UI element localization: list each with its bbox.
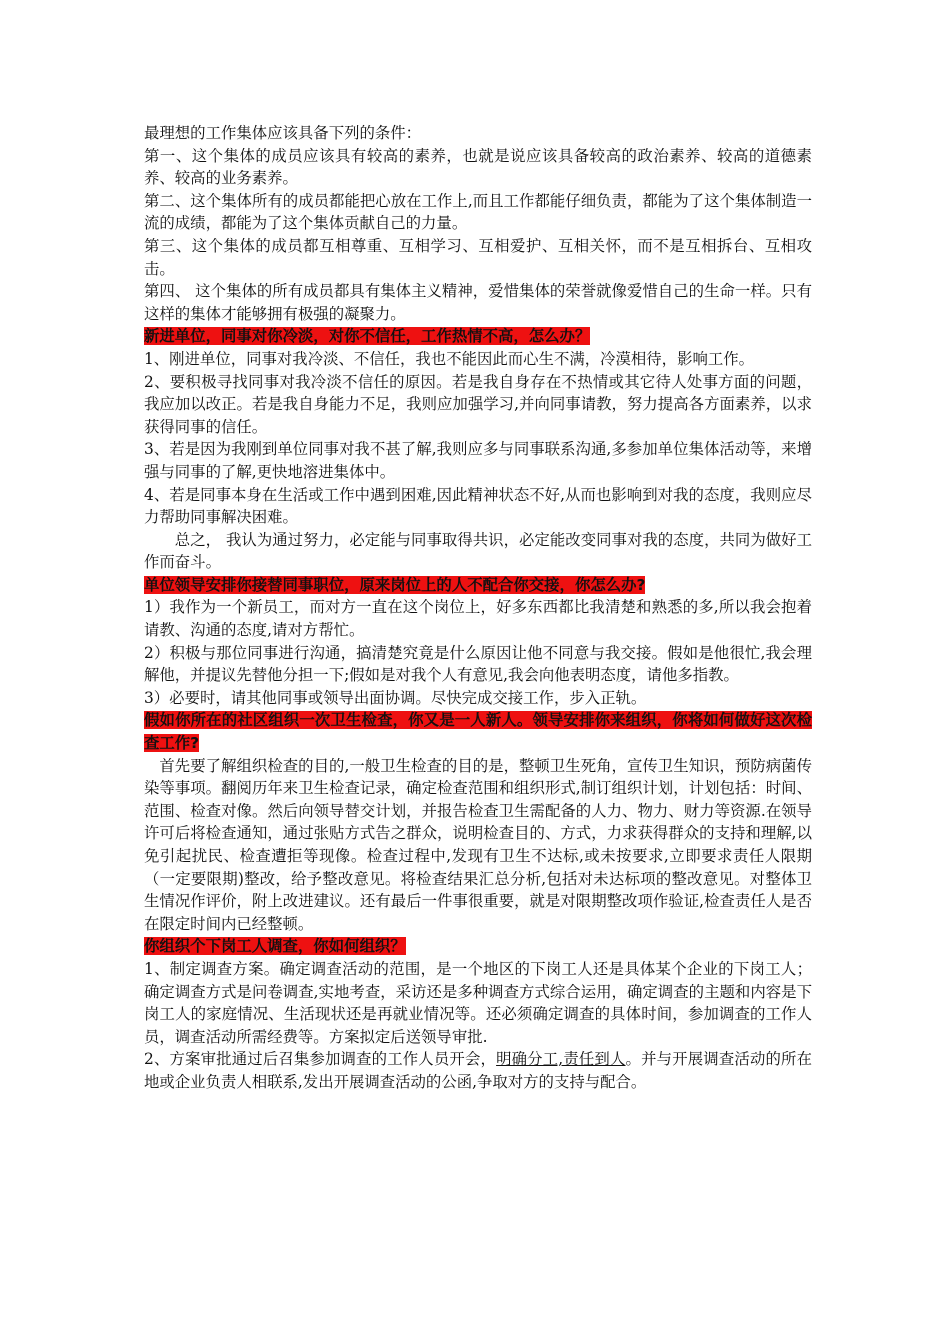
question-3-line bbox=[144, 709, 812, 754]
question-4-heading: 你组织个下岗工人调查，你如何组织？ bbox=[144, 937, 406, 956]
intro-item-2: 第二、这个集体所有的成员都能把心放在工作上,而且工作都能仔细负责，都能为了这个集体制造一流的成绩，都能为了这个集体贡献自己的力量。 bbox=[144, 191, 812, 233]
question-1-line bbox=[144, 325, 812, 348]
intro-heading: 最理想的工作集体应该具备下列的条件： bbox=[144, 124, 422, 142]
q4-underlined-phrase: 明确分工,责任到人 bbox=[496, 1050, 626, 1069]
intro-item-3: 第三、这个集体的成员都互相尊重、互相学习、互相爱护、互相关怀，而不是互相拆台、互相攻击。 bbox=[144, 236, 812, 278]
q4-answer-2 bbox=[144, 1048, 812, 1093]
q1-answer-2: 2、要积极寻找同事对我冷淡不信任的原因。若是我自身存在不热情或其它待人处事方面的问题，我应加以改正。若是我自身能力不足，我则应加强学习,并向同事请教，努力提高各方面素养，以求获得同事的信任。 bbox=[144, 372, 812, 436]
q4-answer-2-end: 。并与开展调查活动的所在地或企业负责人相联系,发出开展调查活动的公函,争取对方的支持与配合。 bbox=[144, 1050, 812, 1091]
intro-item-1: 第一、这个集体的成员应该具有较高的素养，也就是说应该具备较高的政治素养、较高的道德素养、较高的业务素养。 bbox=[144, 146, 812, 188]
q4-answer-1: 1、制定调查方案。确定调查活动的范围，是一个地区的下岗工人还是具体某个企业的下岗工人；确定调查方式是问卷调查,实地考查，采访还是多种调查方式综合运用，确定调查的主题和内容是下岗工人的家庭情况、生活现状还是再就业情况等。还必须确定调查的具体时间，参加调查的工作人员，调查活动所需经费等。方案拟定后送领导审批. bbox=[144, 959, 812, 1046]
question-2-heading: 单位领导安排你接替同事职位，原来岗位上的人不配合你交接，你怎么办? bbox=[144, 575, 646, 594]
q2-answer-1: 1）我作为一个新员工，而对方一直在这个岗位上，好多东西都比我清楚和熟悉的多,所以我会抱着请教、沟通的态度,请对方帮忙。 bbox=[144, 598, 812, 640]
q4-answer-2-start: 2、方案审批通过后召集参加调查的工作人员开会， bbox=[144, 1050, 497, 1069]
q3-answer: 首先要了解组织检查的目的,一般卫生检查的目的是，整顿卫生死角，宣传卫生知识，预防病菌传染等事项。翻阅历年来卫生检查记录，确定检查范围和组织形式,制订组织计划，计划包括：时间、范围、检查对像。然后向领导替交计划，并报告检查卫生需配备的人力、物力、财力等资源.在领导许可后将检查通知，通过张贴方式告之群众，说明检查目的、方式，力求获得群众的支持和理解,以免引起扰民、检查遭拒等现像。检查过程中,发现有卫生不达标,或未按要求,立即要求责任人限期（一定要限期)整改，给予整改意见。将检查结果汇总分析,包括对未达标项的整改意见。对整体卫生情况作评价，附上改进建议。还有最后一件事很重要，就是对限期整改项作验证,检查责任人是否在限定时间内已经整顿。 bbox=[144, 756, 812, 933]
question-3-heading: 假如你所在的社区组织一次卫生检查，你又是一人新人。领导安排你来组织，你将如何做好这次检查工作? bbox=[144, 711, 812, 753]
q2-answer-3: 3）必要时，请其他同事或领导出面协调。尽快完成交接工作，步入正轨。 bbox=[144, 688, 647, 707]
q1-summary: 总之， 我认为通过努力，必定能与同事取得共识，必定能改变同事对我的态度，共同为做好工作而奋斗。 bbox=[144, 530, 812, 572]
q2-answer-2: 2）积极与那位同事进行沟通，搞清楚究竟是什么原因让他不同意与我交接。假如是他很忙,我会理解他，并提议先替他分担一下;假如是对我个人有意见,我会向他表明态度，请他多指教。 bbox=[144, 643, 812, 685]
q1-answer-4: 4、若是同事本身在生活或工作中遇到困难,因此精神状态不好,从而也影响到对我的态度，我则应尽力帮助同事解决困难。 bbox=[144, 485, 812, 527]
question-1-heading: 新进单位，同事对你冷淡，对你不信任，工作热情不高，怎么办？ bbox=[144, 327, 591, 346]
document-body bbox=[144, 122, 812, 1094]
q1-answer-3: 3、若是因为我刚到单位同事对我不甚了解,我则应多与同事联系沟通,多参加单位集体活动等，来增强与同事的了解,更快地溶进集体中。 bbox=[144, 440, 812, 481]
question-4-line bbox=[144, 935, 812, 958]
intro-item-4: 第四、 这个集体的所有成员都具有集体主义精神，爱惜集体的荣誉就像爱惜自己的生命一样。只有这样的集体才能够拥有极强的凝聚力。 bbox=[144, 282, 812, 323]
question-2-line bbox=[144, 574, 812, 597]
q1-answer-1: 1、刚进单位，同事对我冷淡、不信任，我也不能因此而心生不满，冷漠相待，影响工作。 bbox=[144, 349, 755, 368]
